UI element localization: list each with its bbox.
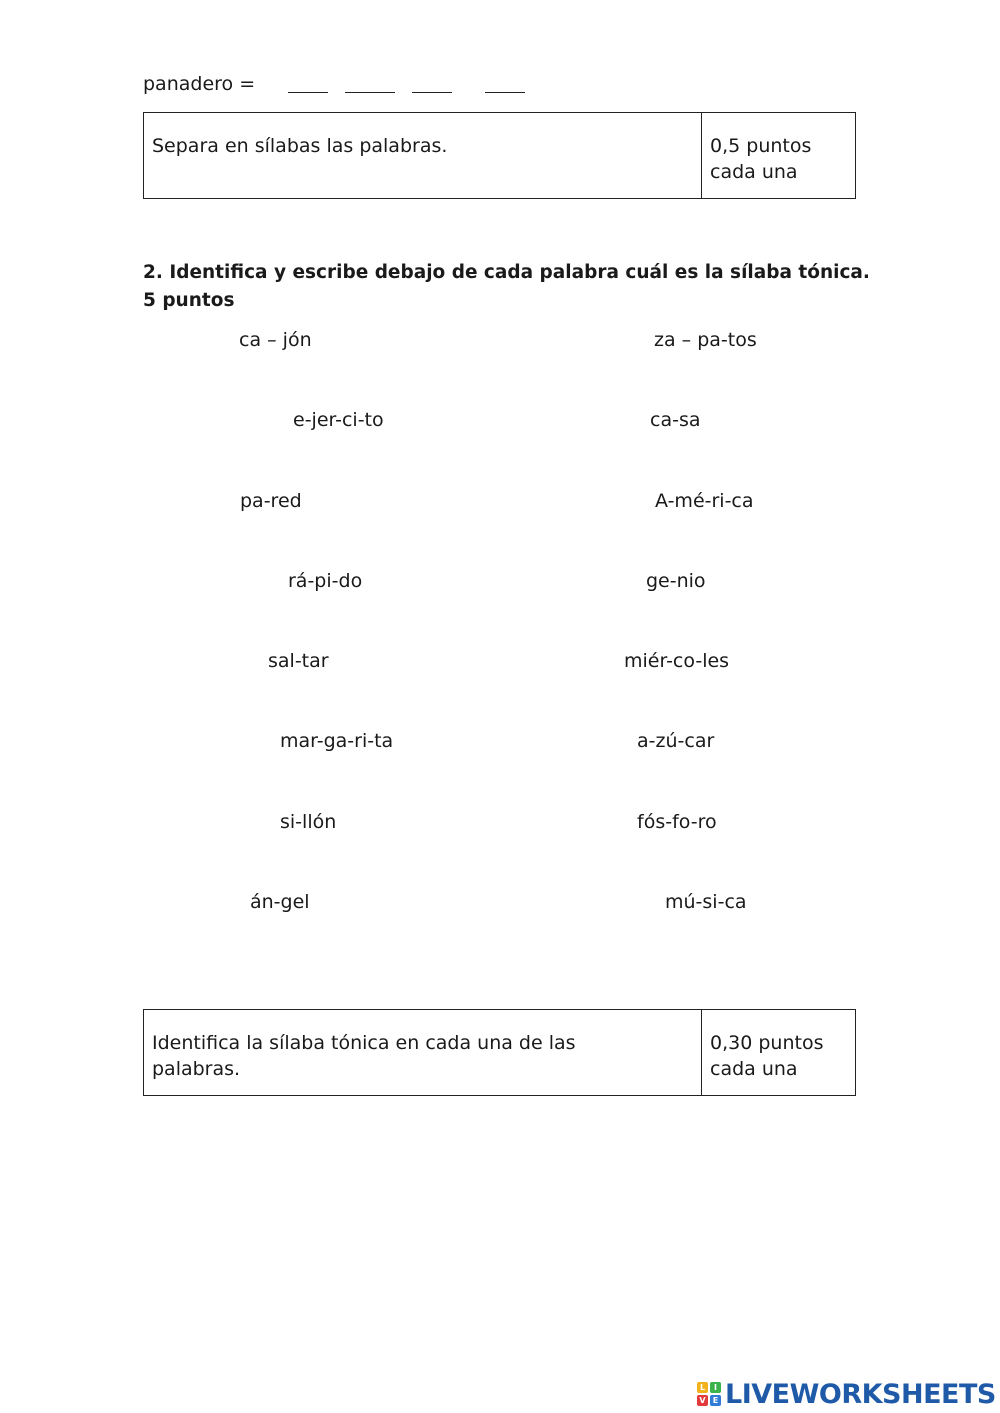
word-right-8: mú-si-ca: [665, 891, 747, 913]
logo-mark-tile-l: L: [697, 1382, 708, 1393]
criteria-box-1-instruction: Separa en sílabas las palabras.: [144, 113, 702, 198]
criteria-box-1-points: [702, 113, 855, 198]
liveworksheets-logo: [697, 1378, 996, 1410]
criteria-box-2-points-line1: 0,30 puntos: [710, 1032, 824, 1054]
word-left-1: ca – jón: [239, 329, 312, 351]
logo-mark-tile-i: I: [710, 1382, 721, 1393]
syllable-blank-3[interactable]: [412, 92, 452, 93]
word-right-7: fós-fo-ro: [637, 811, 717, 833]
criteria-box-1-points-line2: cada una: [710, 161, 798, 183]
syllable-blank-1[interactable]: [288, 92, 328, 93]
word-left-3: pa-red: [240, 490, 302, 512]
word-right-3: A-mé-ri-ca: [655, 490, 754, 512]
liveworksheets-logo-text: LIVEWORKSHEETS: [725, 1378, 996, 1410]
criteria-box-2-points-line2: cada una: [710, 1058, 798, 1080]
criteria-box-2-instruction-line2: palabras.: [152, 1058, 241, 1080]
word-left-7: si-llón: [280, 811, 337, 833]
criteria-box-1-points-line1: 0,5 puntos: [710, 135, 812, 157]
liveworksheets-logo-mark: [697, 1382, 721, 1406]
criteria-box-1: [143, 112, 856, 199]
logo-mark-tile-v: V: [697, 1395, 708, 1406]
criteria-box-2-points: [702, 1010, 855, 1095]
syllable-blank-2[interactable]: [345, 92, 395, 93]
word-right-5: miér-co-les: [624, 650, 730, 672]
criteria-box-2: [143, 1009, 856, 1096]
logo-mark-tile-e: E: [710, 1395, 721, 1406]
section-2-heading-line1: 2. Identifica y escribe debajo de cada palabra cuál es la sílaba tónica.: [143, 262, 870, 283]
word-right-2: ca-sa: [650, 409, 701, 431]
word-right-1: za – pa-tos: [654, 329, 757, 351]
section-2-heading: [143, 259, 870, 315]
word-right-6: a-zú-car: [637, 730, 715, 752]
criteria-box-2-instruction-line1: Identifica la sílaba tónica en cada una de las: [152, 1032, 576, 1054]
section-2-heading-line2: 5 puntos: [143, 290, 235, 311]
word-left-4: rá-pi-do: [288, 570, 363, 592]
word-left-2: e-jer-ci-to: [293, 409, 384, 431]
syllable-blank-4[interactable]: [485, 92, 525, 93]
word-right-4: ge-nio: [646, 570, 706, 592]
criteria-box-2-instruction: [144, 1010, 702, 1095]
word-left-6: mar-ga-ri-ta: [280, 730, 394, 752]
word-left-5: sal-tar: [268, 650, 329, 672]
word-panadero: panadero =: [143, 73, 256, 95]
word-left-8: án-gel: [250, 891, 310, 913]
